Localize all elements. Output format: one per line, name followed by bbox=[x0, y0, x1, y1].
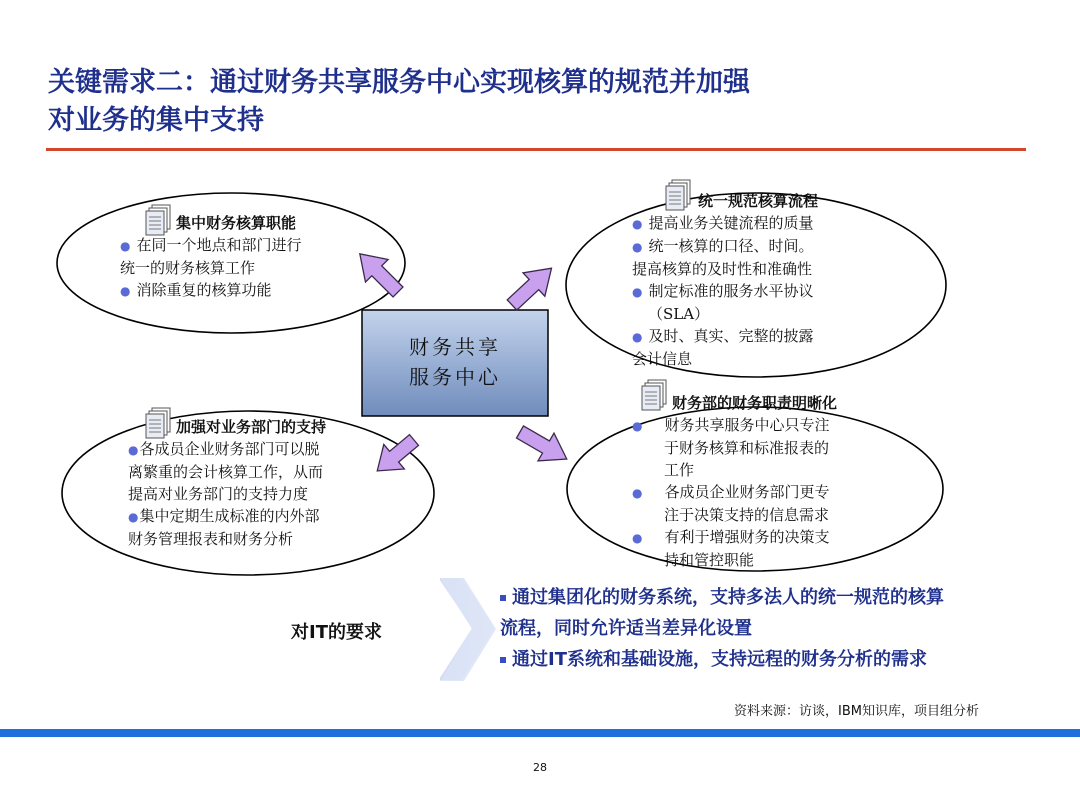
box-line: 提高对业务部门的支持力度 bbox=[128, 485, 309, 503]
bullet-square-icon bbox=[500, 595, 506, 601]
box-top-left bbox=[120, 212, 302, 302]
box-line: 离繁重的会计核算工作，从而 bbox=[128, 463, 324, 481]
box-line: 持和管控职能 bbox=[664, 551, 755, 569]
bullet-dot-icon: ● bbox=[632, 285, 643, 299]
center-label-line-2: 服务中心 bbox=[409, 365, 501, 389]
box-line: 会计信息 bbox=[632, 350, 693, 368]
box-line: ● 各成员企业财务部门更专 bbox=[632, 483, 830, 501]
box-line: 于财务核算和标准报表的 bbox=[664, 439, 830, 457]
box-bottom-left bbox=[128, 416, 326, 550]
box-line: 统一的财务核算工作 bbox=[120, 259, 256, 277]
box-line: ● 财务共享服务中心只专注 bbox=[632, 416, 830, 434]
bullet-square-icon bbox=[500, 657, 506, 663]
box-line: 提高核算的及时性和准确性 bbox=[632, 260, 813, 278]
bullet-dot-icon: ● bbox=[632, 419, 643, 433]
source-note: 资料来源：访谈，IBM知识库，项目组分析 bbox=[734, 704, 979, 719]
box-line: ● 在同一个地点和部门进行 bbox=[120, 236, 302, 254]
box-top-right bbox=[632, 190, 818, 370]
box-line: ● 统一核算的口径、时间。 bbox=[632, 237, 814, 255]
box-line: ● 提高业务关键流程的质量 bbox=[632, 214, 814, 232]
box-line: ● 制定标准的服务水平协议 bbox=[632, 282, 814, 300]
bullet-dot-icon: ● bbox=[632, 531, 643, 545]
box-bottom-right bbox=[632, 392, 837, 571]
bullet-dot-icon: ● bbox=[632, 240, 643, 254]
arrow-up-right bbox=[501, 256, 562, 316]
arrow-down-left bbox=[367, 428, 424, 483]
bullet-dot-icon: ● bbox=[128, 510, 139, 524]
box-line: 财务管理报表和财务分析 bbox=[128, 530, 294, 548]
list-item: 通过IT系统和基础设施，支持远程的财务分析的需求 bbox=[500, 644, 1040, 675]
bullet-dot-icon: ● bbox=[120, 284, 131, 298]
box-heading: 集中财务核算职能 bbox=[176, 214, 297, 232]
title-line-2: 对业务的集中支持 bbox=[48, 105, 264, 136]
box-heading: 加强对业务部门的支持 bbox=[176, 418, 327, 436]
bullet-dot-icon: ● bbox=[128, 443, 139, 457]
box-line: 工作 bbox=[664, 461, 695, 479]
list-item: 流程，同时允许适当差异化设置 bbox=[500, 618, 752, 639]
box-line: ● 消除重复的核算功能 bbox=[120, 281, 272, 299]
footer-bar bbox=[0, 729, 1080, 737]
title-line-1: 关键需求二：通过财务共享服务中心实现核算的规范并加强 bbox=[48, 67, 750, 98]
bullet-dot-icon: ● bbox=[632, 486, 643, 500]
bullet-dot-icon: ● bbox=[632, 217, 643, 231]
box-line: ●集中定期生成标准的内外部 bbox=[128, 507, 320, 525]
arrow-up-left bbox=[349, 243, 410, 304]
bullet-dot-icon: ● bbox=[632, 330, 643, 344]
box-line: ● 有利于增强财务的决策支 bbox=[632, 528, 830, 546]
box-line: 注于决策支持的信息需求 bbox=[664, 506, 830, 524]
page-number: 28 bbox=[533, 761, 547, 774]
it-requirements-list bbox=[500, 582, 1040, 675]
box-line: （SLA） bbox=[648, 305, 710, 323]
box-heading: 财务部的财务职责明晰化 bbox=[672, 394, 838, 412]
center-box-label bbox=[362, 332, 548, 392]
box-heading: 统一规范核算流程 bbox=[698, 192, 819, 210]
list-item: 通过集团化的财务系统，支持多法人的统一规范的核算 bbox=[500, 582, 1040, 613]
box-line: ●各成员企业财务部门可以脱 bbox=[128, 440, 320, 458]
arrow-down-right bbox=[512, 418, 575, 473]
center-label-line-1: 财务共享 bbox=[409, 335, 501, 359]
it-requirements-label: 对IT的要求 bbox=[291, 622, 382, 643]
box-line: ● 及时、真实、完整的披露 bbox=[632, 327, 814, 345]
bullet-dot-icon: ● bbox=[120, 239, 131, 253]
